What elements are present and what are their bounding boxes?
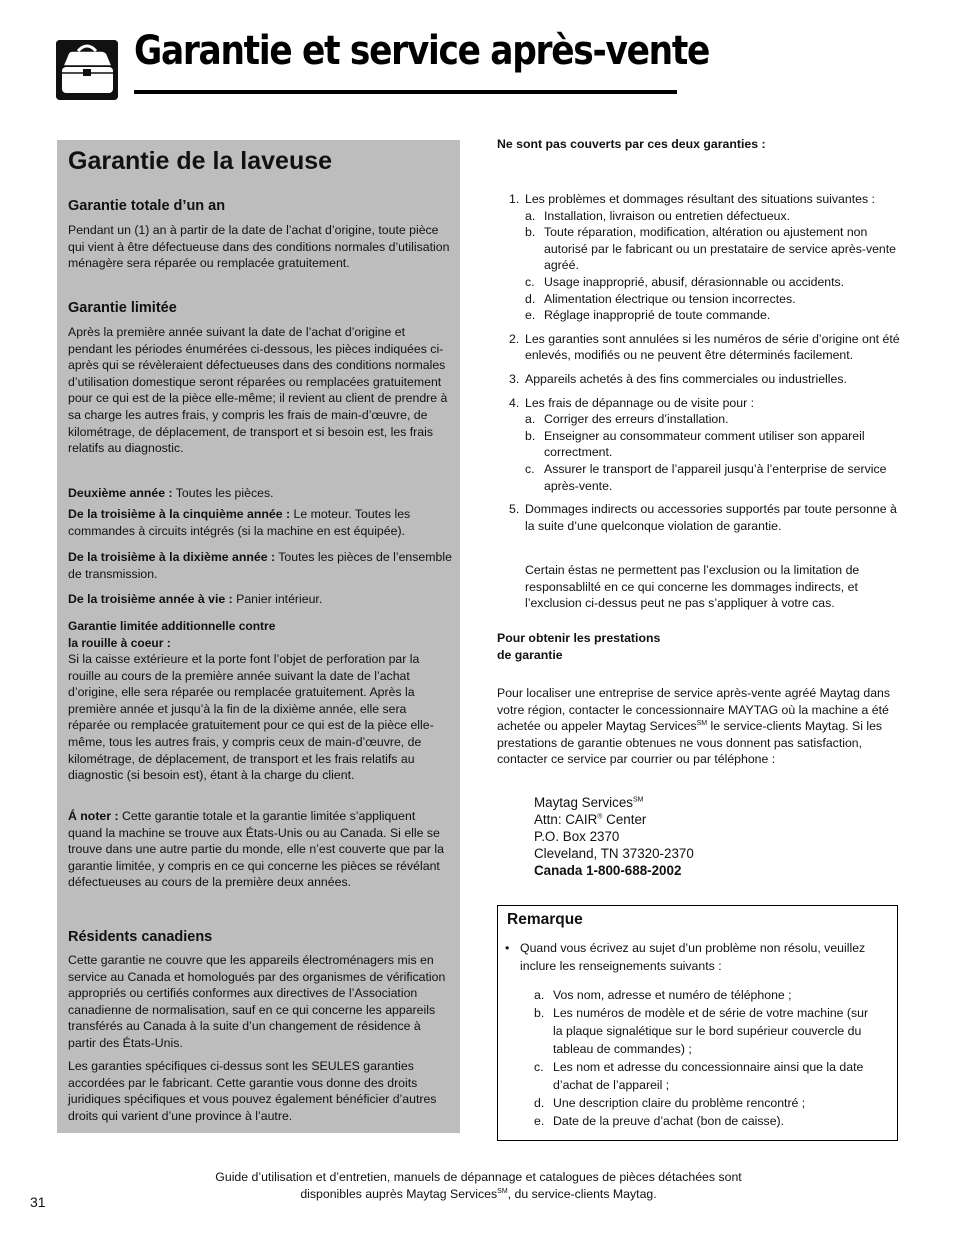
subitem-text: Alimentation électrique ou tension incorrectes. bbox=[544, 291, 796, 306]
not-covered-subitem bbox=[497, 428, 900, 461]
remark-item bbox=[498, 1094, 878, 1112]
obtain-sup: SM bbox=[696, 720, 708, 728]
item-text: Les garanties sont annulées si les numéros de série d’origine ont été enlevés, modifiés ou ne peuvent être déterminés facilement. bbox=[525, 331, 900, 363]
remark-item-letter: d. bbox=[534, 1096, 545, 1110]
subitem-text: Usage inapproprié, abusif, dérasionnable ou accidents. bbox=[544, 274, 845, 289]
item-text: Appareils achetés à des fins commerciales ou industrielles. bbox=[525, 371, 847, 386]
note-text: Cette garantie totale et la garantie limitée s’appliquent quand la machine se trouve aux États-Unis ou au Canada. Si elle se trouve dans une autre partie du monde, elle n’est couverte que par la garantie limitée, y compris en ce qui concerne les pièces se révélant défectueuses au cours de la première deux années. bbox=[68, 809, 444, 890]
registered-mark: ® bbox=[597, 813, 603, 821]
subitem-letter: a. bbox=[525, 208, 536, 223]
not-covered-subitem bbox=[497, 411, 900, 428]
item-number: 2. bbox=[509, 331, 520, 346]
item-text: Les frais de dépannage ou de visite pour : bbox=[525, 395, 755, 410]
limited-warranty-text: Après la première année suivant la date de l’achat d’origine et pendant les périodes énumérées ci-dessous, les pièces indiquées ci-après qui se révèleraient défectueuses dans des conditions normales d’utilisation domestique seront réparées ou remplacées gratuitement pour ce qui est de la pièce elle-même; il revient au client de prendre à sa charge les autres frais, y compris les frais de main-d’œuvre, de kilométrage, de déplacement, de transport et si besoin est, les frais relatifs au diagnostic. bbox=[68, 325, 448, 456]
not-covered-item bbox=[497, 371, 900, 388]
remark-item bbox=[498, 986, 878, 1004]
remark-item bbox=[498, 1058, 878, 1094]
subitem-text: Installation, livraison ou entretien défectueux. bbox=[544, 208, 791, 223]
year3-5-entry bbox=[68, 506, 452, 539]
item-text: Les problèmes et dommages résultant des situations suivantes : bbox=[525, 192, 875, 206]
obtain-text bbox=[497, 685, 895, 768]
subitem-letter: c. bbox=[525, 274, 535, 289]
remark-item-letter: a. bbox=[534, 988, 545, 1002]
remark-item bbox=[498, 1004, 878, 1058]
item-number: 1. bbox=[509, 192, 520, 206]
not-covered-subitem bbox=[497, 461, 900, 494]
address-sup: SM bbox=[632, 796, 644, 804]
subitem-letter: e. bbox=[525, 308, 536, 323]
subitem-text: Toute réparation, modification, altération ou ajustement non autorisé par le fabricant ou un prestataire de service après-vente agréé. bbox=[544, 225, 897, 273]
warranty-heading: Garantie de la laveuse bbox=[68, 147, 333, 175]
year2-entry bbox=[68, 485, 452, 502]
obtain-heading-line1: Pour obtenir les prestations bbox=[497, 631, 661, 645]
not-covered-subitem bbox=[497, 291, 900, 308]
address-line4: Cleveland, TN 37320-2370 bbox=[534, 846, 694, 861]
year3-10-entry bbox=[68, 549, 452, 582]
subitem-letter: d. bbox=[525, 291, 536, 306]
year2-label: Deuxième année : bbox=[68, 486, 173, 500]
year3-5-text: Le moteur. Toutes les commandes à circuits intégrés (si la machine en est équipée). bbox=[68, 507, 411, 538]
rust-text: Si la caisse extérieure et la porte font l’objet de perforation par la rouille au cours de la première année suivant la date de l’achat d’origine, elle sera réparée ou remplacée gratuitement. Après la première année et jusqu’à la fin de la dixième année, elle sera réparée ou remplacée gratuitement pour ce qui est de la pièce elle-même, tous les autres frais, y compris ceux de main-d’œuvre, de kilométrage, de déplacement, de transport et les frais relatifs au diagnostic (si besoin est), étant à la charge du client. bbox=[68, 652, 434, 783]
footer-line2a: disponibles auprès Maytag Services bbox=[300, 1187, 498, 1201]
obtain-heading-line2: de garantie bbox=[497, 647, 563, 662]
note-label: Á noter : bbox=[68, 809, 119, 823]
remark-item-text: Les numéros de modèle et de série de votre machine (sur la plaque signalétique sur le bord supérieur couvercle du tableau de commandes) ; bbox=[553, 1006, 869, 1056]
subitem-letter: b. bbox=[525, 428, 536, 443]
year3-life-entry bbox=[68, 591, 452, 608]
canada-heading: Résidents canadiens bbox=[68, 929, 213, 945]
remark-item-text: Date de la preuve d’achat (bon de caisse). bbox=[553, 1114, 785, 1128]
remark-list bbox=[498, 986, 878, 1130]
obtain-heading bbox=[497, 630, 900, 663]
not-covered-subitem bbox=[497, 224, 900, 274]
limited-warranty-heading: Garantie limitée bbox=[68, 300, 177, 316]
remark-intro-text: Quand vous écrivez au sujet d’un problème non résolu, veuillez inclure les renseignements suivants : bbox=[520, 941, 866, 973]
title-underline bbox=[134, 90, 677, 94]
year3-10-label: De la troisième à la dixième année : bbox=[68, 550, 276, 564]
year2-text: Toutes les pièces. bbox=[172, 486, 274, 500]
bullet-icon: • bbox=[505, 941, 510, 955]
service-address bbox=[534, 794, 694, 879]
rust-heading-line1: Garantie limitée additionnelle contre bbox=[68, 619, 276, 633]
obtain-text-1: Pour localiser une entreprise de service après-vente agréé Maytag dans votre région, contacter le concessionnaire MAYTAG où la machine a été achetée ou appeler Maytag Services bbox=[497, 686, 891, 734]
footer-sup: SM bbox=[497, 1187, 508, 1195]
item-number: 3. bbox=[509, 371, 520, 386]
remark-item bbox=[498, 1112, 878, 1130]
canada-text: Cette garantie ne couvre que les appareils électroménagers mis en service au Canada et homologués par des organismes de vérification appropriés ou certifiés conformes aux directives de l’Association canadienne de normalisation, sauf en ce qui concerne les appareils transférés au Canada à la suite d’un changement de résidence à partir des États-Unis. bbox=[68, 953, 446, 1050]
not-covered-item bbox=[497, 191, 900, 208]
not-covered-list bbox=[497, 191, 900, 534]
year3-10-text: Toutes les pièces de l’ensemble de transmission. bbox=[68, 550, 452, 581]
toolbox-icon bbox=[56, 40, 118, 100]
not-covered-subitem bbox=[497, 274, 900, 291]
remark-item-letter: e. bbox=[534, 1114, 545, 1128]
remark-intro bbox=[505, 939, 885, 975]
page-number: 31 bbox=[30, 1194, 46, 1210]
subitem-text: Enseigner au consommateur comment utiliser son appareil correctment. bbox=[544, 428, 865, 460]
footer-text bbox=[150, 1169, 807, 1203]
subitem-letter: a. bbox=[525, 412, 536, 427]
subitem-letter: b. bbox=[525, 225, 536, 240]
remark-heading: Remarque bbox=[507, 911, 583, 928]
rust-heading-line2: la rouille à coeur : bbox=[68, 635, 171, 650]
subitem-text: Assurer le transport de l’appareil jusqu’à l’enterprise de service après-vente. bbox=[544, 461, 887, 493]
not-covered-subitem bbox=[497, 307, 900, 324]
note-entry bbox=[68, 808, 452, 891]
remark-item-text: Vos nom, adresse et numéro de téléphone ; bbox=[553, 988, 792, 1002]
item-number: 5. bbox=[509, 502, 520, 517]
not-covered-item bbox=[497, 395, 900, 412]
address-line3: P.O. Box 2370 bbox=[534, 829, 620, 844]
address-line2b: Center bbox=[602, 812, 647, 827]
remark-item-letter: c. bbox=[534, 1060, 544, 1074]
page-title: Garantie et service après-vente bbox=[134, 28, 710, 74]
subitem-text: Corriger des erreurs d’installation. bbox=[544, 412, 729, 427]
address-line2a: Attn: CAIR bbox=[534, 812, 598, 827]
year3-5-label: De la troisième à la cinquième année : bbox=[68, 507, 291, 521]
rust-heading bbox=[68, 618, 452, 651]
year3-life-text: Panier intérieur. bbox=[232, 592, 323, 606]
address-line1: Maytag Services bbox=[534, 795, 633, 810]
item-number: 4. bbox=[509, 395, 520, 410]
remark-item-text: Les nom et adresse du concessionnaire ainsi que la date d’achat de l’appareil ; bbox=[553, 1060, 864, 1092]
subitem-text: Réglage inapproprié de toute commande. bbox=[544, 308, 771, 323]
canada-text-2: Les garanties spécifiques ci-dessus sont les SEULES garanties accordées par le fabricant. Cette garantie vous donne des droits juridiques spécifiques et vous pouvez également bénéficier d’autres droits qui varient d’une province à l’autre. bbox=[68, 1059, 437, 1123]
canada-phone: Canada 1-800-688-2002 bbox=[534, 863, 682, 878]
remark-item-text: Une description claire du problème rencontré ; bbox=[553, 1096, 806, 1110]
footer-line2b: , du service-clients Maytag. bbox=[507, 1187, 657, 1201]
full-warranty-text: Pendant un (1) an à partir de la date de l’achat d’origine, toute pièce qui vient à être défectueuse dans des conditions normales d’utilisation ménagère sera réparée ou remplacée gratuitement. bbox=[68, 223, 450, 271]
footer-line1: Guide d’utilisation et d’entretien, manuels de dépannage et catalogues de pièces détachées sont bbox=[215, 1170, 742, 1184]
not-covered-item bbox=[497, 331, 900, 364]
states-text: Certain éstas ne permettent pas l’exclusion ou la limitation de responsablilté en ce qui concerne les dommages indirects, et l’exclusion ci-dessus peut ne pas s’appliquer à votre cas. bbox=[525, 563, 860, 611]
obtain-text-2: le service-clients Maytag. Si les prestations de garantie obtenues ne vous donnent pas satisfaction, contacter ce service par courrier ou par téléphone : bbox=[497, 719, 883, 767]
remark-item-letter: b. bbox=[534, 1006, 545, 1020]
year3-life-label: De la troisième année à vie : bbox=[68, 592, 233, 606]
not-covered-heading: Ne sont pas couverts par ces deux garanties : bbox=[497, 137, 766, 151]
full-warranty-heading: Garantie totale d’un an bbox=[68, 198, 226, 214]
subitem-letter: c. bbox=[525, 461, 535, 476]
not-covered-subitem bbox=[497, 208, 900, 225]
item-text: Dommages indirects ou accessories supportés par toute personne à la suite d’une quelconque violation de garantie. bbox=[525, 502, 897, 533]
not-covered-item bbox=[497, 501, 900, 534]
